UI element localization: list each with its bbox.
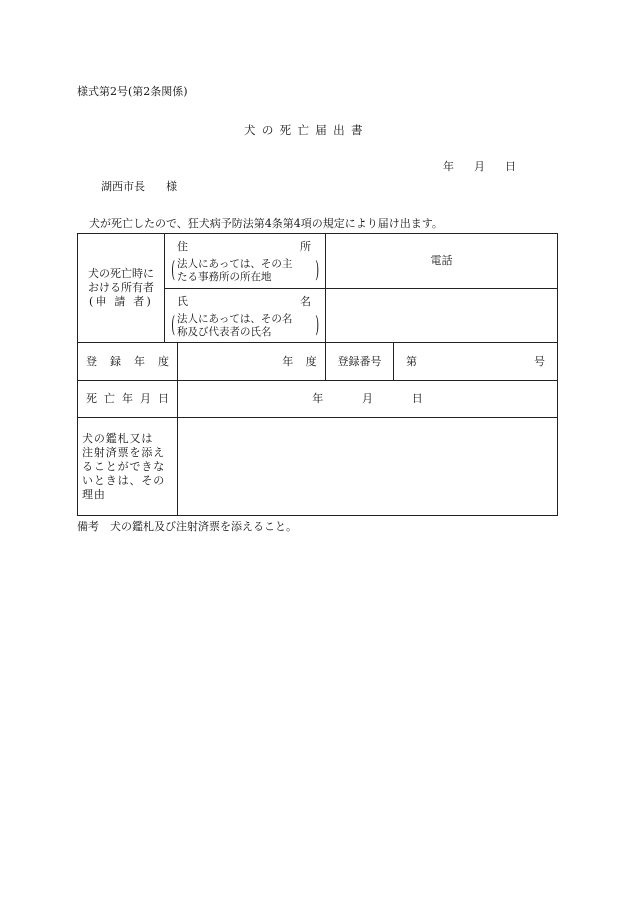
registration-label-char: 録 xyxy=(110,354,121,368)
death-date-input-cell[interactable] xyxy=(178,381,558,418)
registration-row xyxy=(78,343,558,381)
death-date-label-char: 亡 xyxy=(104,392,115,405)
reason-label-line4: いときは、その xyxy=(82,473,166,487)
owner-address-row xyxy=(78,234,558,289)
submission-date-line: 年 月 日 xyxy=(443,160,516,173)
reason-label-line1: 犬の鑑札又は xyxy=(82,431,154,445)
intro-statement: 犬が死亡したので、狂犬病予防法第4条第4項の規定により届け出ます。 xyxy=(89,217,443,230)
registration-number-suffix: 号 xyxy=(534,354,545,368)
name-note: ( 法人にあっては、その名 称及び代表者の氏名 ) xyxy=(171,312,320,338)
notification-form-table xyxy=(77,233,558,516)
death-date-template: 年 月 日 xyxy=(312,392,423,405)
name-note-line1: 法人にあっては、その名 xyxy=(177,312,293,325)
document-title: 犬の死亡届出書 xyxy=(244,123,369,137)
reason-label-line2: 注射済票を添え xyxy=(82,445,166,459)
registration-year-cell[interactable] xyxy=(178,343,326,381)
registration-year-suffix: 年 度 xyxy=(282,354,321,368)
name-label-a: 氏 xyxy=(177,294,188,308)
death-date-row xyxy=(78,381,558,418)
form-number: 様式第2号(第2条関係) xyxy=(77,85,188,98)
remarks-note: 備考 犬の鑑札及び注射済票を添えること。 xyxy=(77,520,297,533)
owner-label-line1: 犬の死亡時に xyxy=(88,267,154,280)
address-note-line2: たる事務所の所在地 xyxy=(177,271,272,283)
address-note-line1: 法人にあっては、その主 xyxy=(177,258,293,270)
name-label-b: 名 xyxy=(300,294,311,308)
address-input-cell[interactable] xyxy=(326,234,558,289)
registration-label-cell xyxy=(78,343,178,381)
owner-label-line2: おける所有者 xyxy=(88,281,154,294)
registration-label-char: 年 xyxy=(134,354,145,368)
address-label-b: 所 xyxy=(300,240,311,253)
reason-label-line3: ることができな xyxy=(82,459,166,473)
registration-label-char: 度 xyxy=(158,354,169,368)
addressee: 湖西市長 様 xyxy=(101,180,178,193)
owner-label-cell xyxy=(78,234,165,343)
death-date-label-cell xyxy=(78,381,178,418)
death-date-label-char: 日 xyxy=(158,392,169,405)
phone-label: 電話 xyxy=(430,254,453,267)
name-label-cell xyxy=(165,289,326,343)
name-input-cell[interactable] xyxy=(326,289,558,343)
death-date-label-char: 月 xyxy=(140,392,151,405)
address-label-cell xyxy=(165,234,326,289)
name-note-line2: 称及び代表者の氏名 xyxy=(177,325,272,338)
registration-number-label: 登録番号 xyxy=(337,354,382,368)
registration-number-cell[interactable] xyxy=(394,343,558,381)
address-label-a: 住 xyxy=(177,240,188,253)
death-date-label-char: 年 xyxy=(122,392,133,405)
reason-row xyxy=(78,418,558,516)
registration-number-label-cell xyxy=(326,343,394,381)
address-note: ( 法人にあっては、その主 たる事務所の所在地 ) xyxy=(171,258,320,283)
death-date-label-char: 死 xyxy=(86,392,97,405)
owner-label-line3: (申 請 者) xyxy=(89,295,153,308)
reason-input-cell[interactable] xyxy=(178,418,558,516)
reason-label-cell xyxy=(78,418,178,516)
reason-label-line5: 理由 xyxy=(82,487,106,501)
registration-label-char: 登 xyxy=(86,354,97,368)
registration-number-prefix: 第 xyxy=(406,354,417,368)
